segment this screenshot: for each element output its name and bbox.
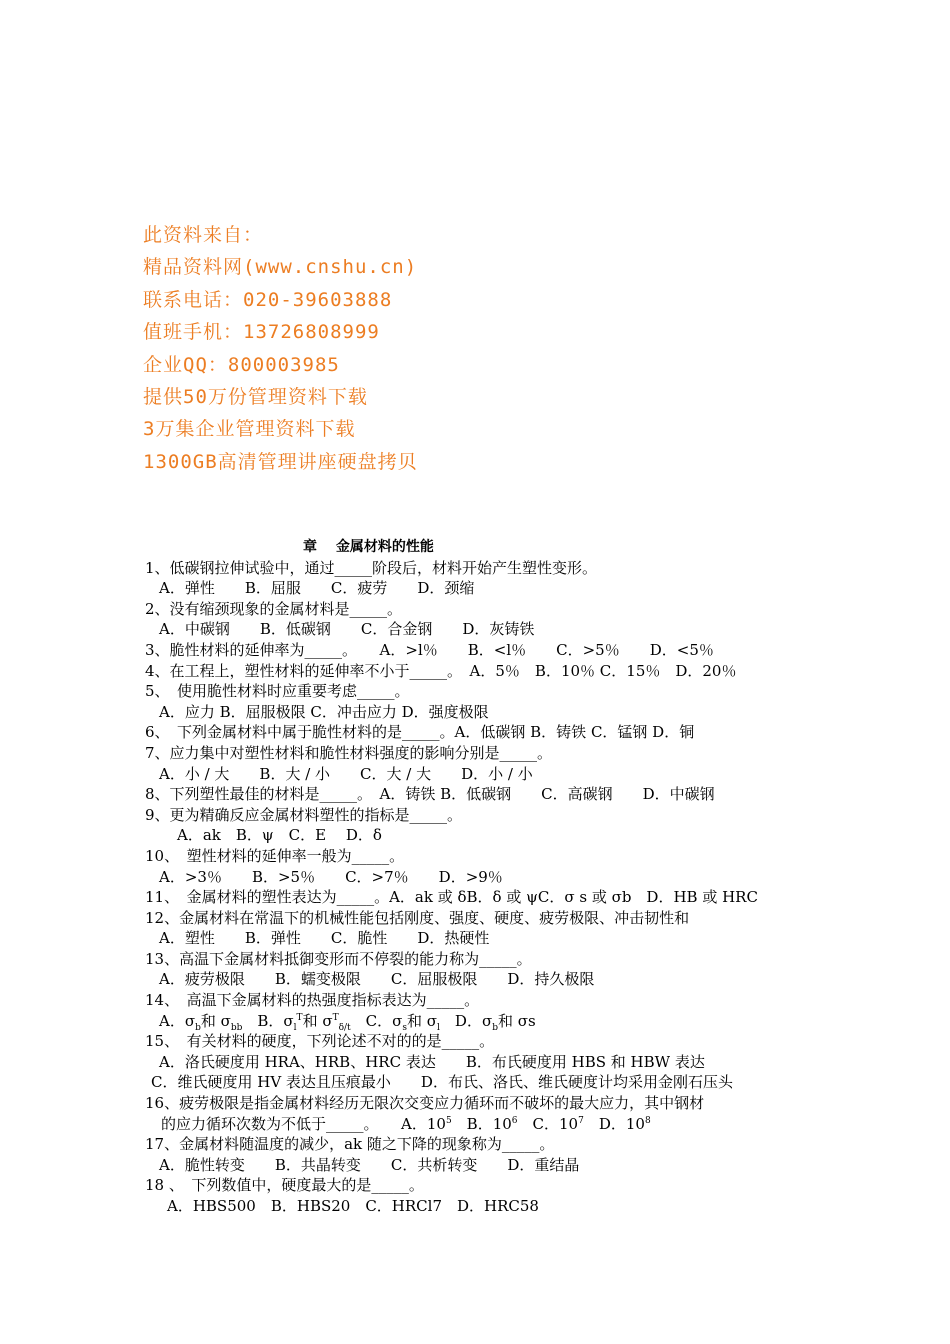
question-line: 16、疲劳极限是指金属材料经历无限次交变应力循环而不破坏的最大应力，其中钢材 (145, 1094, 705, 1113)
question-line: 8、下列塑性最佳的材料是_____。 A．铸铁 B．低碳钢 C．高碳钢 D．中碳钢 (145, 785, 715, 804)
subscript: bb (230, 1022, 243, 1033)
question-line: 10、 塑性材料的延伸率一般为_____。 (145, 846, 405, 865)
promo-line: 1300GB高清管理讲座硬盘拷贝 (143, 450, 418, 473)
superscript: 7 (578, 1115, 584, 1126)
option-line: A．中碳钢 B．低碳钢 C．合金钢 D．灰铸铁 (159, 620, 535, 639)
question-line: 4、在工程上，塑性材料的延伸率不小于_____。 A．5％ B．10％ C．15％ D．20％ (145, 661, 737, 680)
option-text: 和 σ (200, 1011, 231, 1030)
option-line: A．洛氏硬度用 HRA、HRB、HRC 表达 B．布氏硬度用 HBS 和 HBW 表达 (159, 1052, 705, 1071)
superscript: 8 (644, 1115, 651, 1126)
question-line: 1、低碳钢拉伸试验中，通过_____阶段后，材料开始产生塑性变形。 (145, 558, 598, 577)
option-text: 和 σs (497, 1011, 536, 1030)
option-line: A．疲劳极限 B．蠕变极限 C．屈服极限 D．持久极限 (159, 970, 595, 989)
superscript: T (296, 1012, 303, 1023)
superscript: T (332, 1012, 339, 1023)
promo-line: 值班手机：13726808999 (143, 321, 380, 344)
question-line: 7、应力集中对塑性材料和脆性材料强度的影响分别是_____。 (145, 743, 553, 762)
question-line: 3、脆性材料的延伸率为_____。 A．>l％ B．<l％ C．>5％ D．<5％ (145, 640, 714, 659)
question-line: 2、没有缩颈现象的金属材料是_____。 (145, 599, 403, 618)
promo-line: 3万集企业管理资料下载 (143, 418, 356, 441)
subscript: δ/t (338, 1022, 351, 1033)
promo-line: 联系电话：020-39603888 (143, 288, 393, 311)
superscript: 6 (511, 1115, 518, 1126)
question-line: 13、高温下金属材料抵御变形而不停裂的能力称为_____。 (145, 949, 532, 968)
chapter-title: 章 金属材料的性能 (303, 539, 434, 555)
question-list (145, 537, 758, 1217)
promo-block (143, 219, 418, 478)
question-line: 12、金属材料在常温下的机械性能包括刚度、强度、硬度、疲劳极限、冲击韧性和 (145, 908, 690, 927)
option-line: A．>3％ B．>5％ C．>7％ D．>9％ (159, 867, 503, 886)
question-text: 的应力循环次数为不低于_____。 (161, 1114, 372, 1133)
option-text: B．10 (451, 1114, 512, 1133)
question-line-cont (145, 1114, 758, 1135)
promo-line: 提供50万份管理资料下载 (143, 385, 368, 408)
subscript: s (402, 1022, 408, 1033)
option-line: A．塑性 B．弹性 C．脆性 D．热硬性 (159, 929, 490, 948)
promo-line: 精品资料网(www.cnshu.cn) (143, 256, 418, 279)
question-line: 14、 高温下金属材料的热强度指标表达为_____。 (145, 991, 480, 1010)
subscript: l (293, 1022, 297, 1033)
subscript: b (195, 1022, 201, 1033)
option-line: C．维氏硬度用 HV 表达且压痕最小 D．布氏、洛氏、维氏硬度计均采用金刚石压头 (151, 1073, 733, 1092)
question-line: 15、 有关材料的硬度，下列论述不对的的是_____。 (145, 1032, 495, 1051)
option-line: A．脆性转变 B．共晶转变 C．共析转变 D．重结晶 (159, 1155, 580, 1174)
question-line: 11、 金属材料的塑性表达为_____。A．ak 或 δB．δ 或 ψC．σ s 或 σb D．HB 或 HRC (145, 888, 758, 907)
option-text: B．σ (242, 1011, 294, 1030)
subscript: l (437, 1022, 440, 1033)
question-line: 9、更为精确反应金属材料塑性的指标是_____。 (145, 805, 463, 824)
option-line: A．ak B．ψ C．E D．δ (177, 826, 382, 845)
option-line: A．弹性 B．屈服 C．疲劳 D．颈缩 (159, 579, 475, 598)
option-text: D．10 (583, 1114, 645, 1133)
promo-line: 企业QQ：800003985 (143, 353, 340, 376)
option-line-q14 (145, 1011, 758, 1032)
option-line: A．HBS500 B．HBS20 C．HRCl7 D．HRC58 (167, 1197, 539, 1215)
superscript: 5 (445, 1115, 452, 1126)
subscript: b (492, 1022, 498, 1033)
question-line: 18 、 下列数值中，硬度最大的是_____。 (145, 1176, 424, 1195)
option-text: C．σ (350, 1011, 403, 1030)
question-line: 6、 下列金属材料中属于脆性材料的是_____。A．低碳钢 B．铸铁 C．锰钢 D．铜 (145, 723, 695, 742)
option-text: A．σ (159, 1011, 196, 1030)
question-line: 5、 使用脆性材料时应重要考虑_____。 (145, 682, 410, 701)
question-line: 17、金属材料随温度的减少，ak 随之下降的现象称为_____。 (145, 1135, 555, 1154)
option-text: 和 σ (302, 1011, 333, 1030)
option-text: D．σ (439, 1011, 493, 1030)
option-line: A．小 / 大 B．大 / 小 C．大 / 大 D．小 / 小 (159, 764, 533, 783)
option-text: C．10 (517, 1114, 579, 1133)
option-text: A．10 (371, 1114, 446, 1133)
option-line: A．应力 B．屈服极限 C．冲击应力 D．强度极限 (159, 702, 489, 721)
option-text: 和 σ (407, 1011, 438, 1030)
promo-line: 此资料来自： (143, 224, 264, 246)
